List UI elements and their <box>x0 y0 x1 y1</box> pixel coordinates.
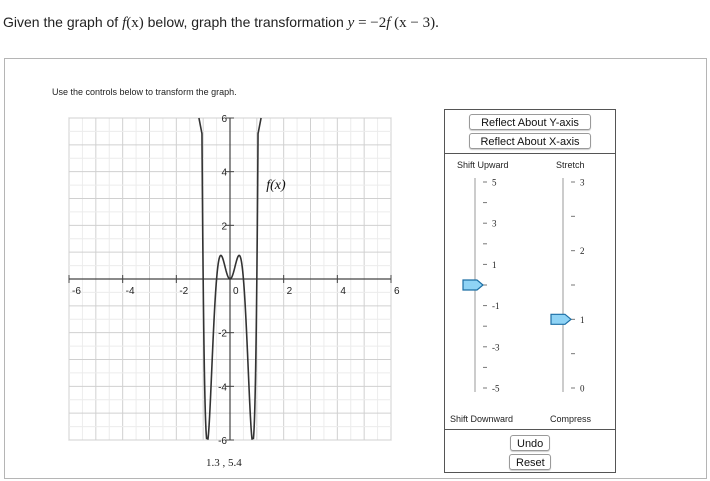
x-tick-label: 2 <box>286 286 293 297</box>
f-of-x: (x) <box>126 15 144 31</box>
y-tick-label: 6 <box>221 114 227 125</box>
question-middle: below, graph the transformation <box>143 14 348 30</box>
x-tick-label: 4 <box>340 286 346 297</box>
reset-button[interactable]: Reset <box>509 454 551 470</box>
function-graph[interactable] <box>60 112 400 448</box>
question-text <box>3 14 439 32</box>
shift-tick-label: 5 <box>492 177 497 188</box>
instructions: Use the controls below to transform the graph. <box>52 87 237 97</box>
shift-tick-label: -5 <box>492 383 500 394</box>
transformation-equation: y = −2f (x − 3). <box>347 15 439 31</box>
shift-tick-label: 3 <box>492 218 497 229</box>
stretch-tick-label: 3 <box>580 177 585 188</box>
coordinate-readout: 1.3 , 5.4 <box>206 457 242 469</box>
reflect-y-button[interactable]: Reflect About Y-axis <box>469 114 591 130</box>
stretch-slider-handle[interactable] <box>551 314 571 324</box>
x-tick-label: -4 <box>125 286 135 297</box>
shift-tick-label: -3 <box>492 342 500 353</box>
y-tick-label: 2 <box>221 221 227 233</box>
x-tick-label: -2 <box>179 286 189 297</box>
stretch-tick-label: 0 <box>580 383 585 394</box>
x-tick-label: 0 <box>233 286 239 297</box>
shift-downward-label: Shift Downward <box>450 414 514 424</box>
y-tick-label: -6 <box>218 436 227 447</box>
x-tick-label: 6 <box>394 286 400 297</box>
transform-controls <box>444 109 616 473</box>
undo-button[interactable]: Undo <box>510 435 550 451</box>
shift-upward-label: Shift Upward <box>457 160 509 170</box>
question-prefix: Given the graph of <box>3 14 123 30</box>
function-label: f(x) <box>266 178 286 194</box>
x-tick-label: -6 <box>72 286 81 297</box>
shift-slider-handle[interactable] <box>463 280 483 290</box>
f-symbol: f <box>122 15 127 31</box>
slider-area <box>445 110 615 410</box>
stretch-tick-label: 2 <box>580 246 585 257</box>
stretch-tick-label: 1 <box>580 314 585 325</box>
shift-tick-label: 1 <box>492 259 497 270</box>
y-tick-label: 4 <box>221 167 227 179</box>
compress-label: Compress <box>550 414 592 424</box>
reflect-x-button[interactable]: Reflect About X-axis <box>469 133 591 149</box>
shift-tick-label: -1 <box>492 301 500 312</box>
divider-bottom <box>445 429 615 430</box>
y-tick-label: -2 <box>218 328 227 340</box>
stretch-label: Stretch <box>556 160 585 170</box>
y-tick-label: -4 <box>218 382 227 394</box>
